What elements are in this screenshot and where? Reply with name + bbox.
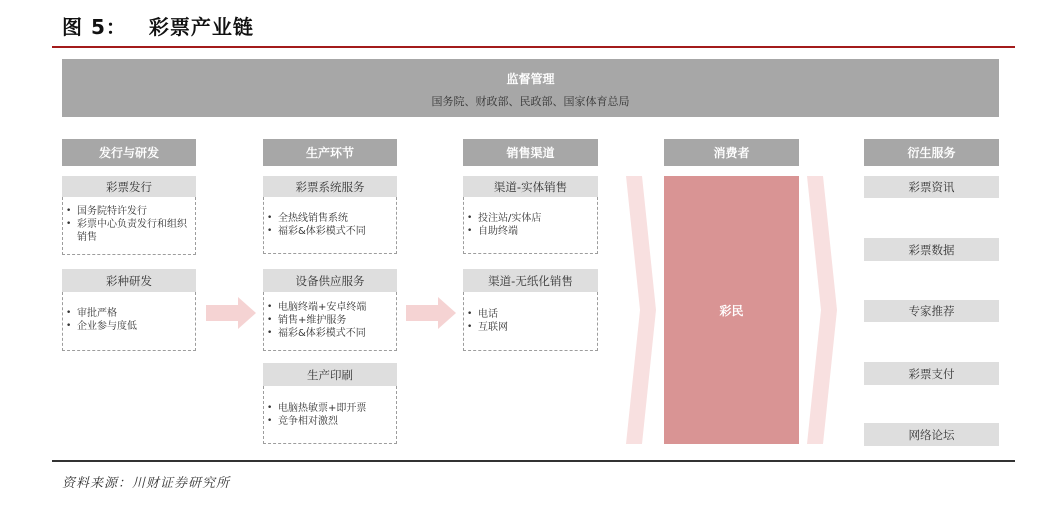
derivative-item: 彩票支付 (864, 362, 999, 385)
supervision-title: 监督管理 (506, 72, 555, 86)
derivative-item: 彩票数据 (864, 238, 999, 261)
derivative-item: 网络论坛 (864, 423, 999, 446)
consumer-box (664, 176, 799, 444)
bullet-item: • 销售+维护服务 (264, 314, 396, 327)
system-service-title: 彩票系统服务 (263, 176, 397, 197)
paperless-sales-title: 渠道-无纸化销售 (463, 269, 598, 292)
equipment-supply-box (263, 292, 397, 351)
paperless-sales-box (463, 292, 598, 351)
bullet-item: • 全热线销售系统 (264, 212, 396, 225)
bullet-item: • 企业参与度低 (63, 320, 195, 333)
lottery-rnd-box (62, 292, 196, 351)
bullet-item: • 竞争相对激烈 (264, 415, 396, 428)
sales-header: 销售渠道 (463, 139, 598, 166)
derivative-header: 衍生服务 (864, 139, 999, 166)
bullet-item: • 福彩&体彩模式不同 (264, 225, 396, 238)
printing-box (263, 386, 397, 444)
release-header: 发行与研发 (62, 139, 196, 166)
supervision-subtitle: 国务院、财政部、民政部、国家体育总局 (431, 95, 630, 108)
system-service-box (263, 197, 397, 254)
printing-title: 生产印刷 (263, 363, 397, 386)
bullet-item: • 电脑终端+安卓终端 (264, 301, 396, 314)
consumer-label: 彩民 (719, 303, 744, 318)
bullet-item: • 彩票中心负责发行和组织销售 (63, 218, 195, 244)
source-note: 资料来源：川财证券研究所 (62, 476, 231, 491)
bullet-item: • 互联网 (464, 321, 597, 334)
bullet-item: • 自助终端 (464, 225, 597, 238)
title-rule (52, 46, 1015, 48)
bullet-item: • 审批严格 (63, 307, 195, 320)
consumer-header: 消费者 (664, 139, 799, 166)
chevron-left-icon (626, 176, 656, 444)
physical-sales-box (463, 197, 598, 254)
lottery-rnd-title: 彩种研发 (62, 269, 196, 292)
figure-title (62, 13, 254, 41)
supervision-box (62, 59, 999, 117)
figure-number: 图 5： (62, 15, 127, 39)
derivative-item: 专家推荐 (864, 300, 999, 322)
equipment-supply-title: 设备供应服务 (263, 269, 397, 292)
derivative-item: 彩票资讯 (864, 176, 999, 198)
flow-arrow-icon (206, 297, 256, 329)
lottery-issue-box (62, 197, 196, 255)
bullet-item: • 电脑热敏票+即开票 (264, 402, 396, 415)
bottom-rule (52, 460, 1015, 462)
lottery-issue-title: 彩票发行 (62, 176, 196, 197)
physical-sales-title: 渠道-实体销售 (463, 176, 598, 197)
figure-title-text: 彩票产业链 (148, 15, 254, 39)
bullet-item: • 国务院特许发行 (63, 205, 195, 218)
flow-arrow-icon (406, 297, 456, 329)
bullet-item: • 投注站/实体店 (464, 212, 597, 225)
production-header: 生产环节 (263, 139, 397, 166)
chevron-right-icon (807, 176, 837, 444)
bullet-item: • 电话 (464, 308, 597, 321)
bullet-item: • 福彩&体彩模式不同 (264, 327, 396, 340)
